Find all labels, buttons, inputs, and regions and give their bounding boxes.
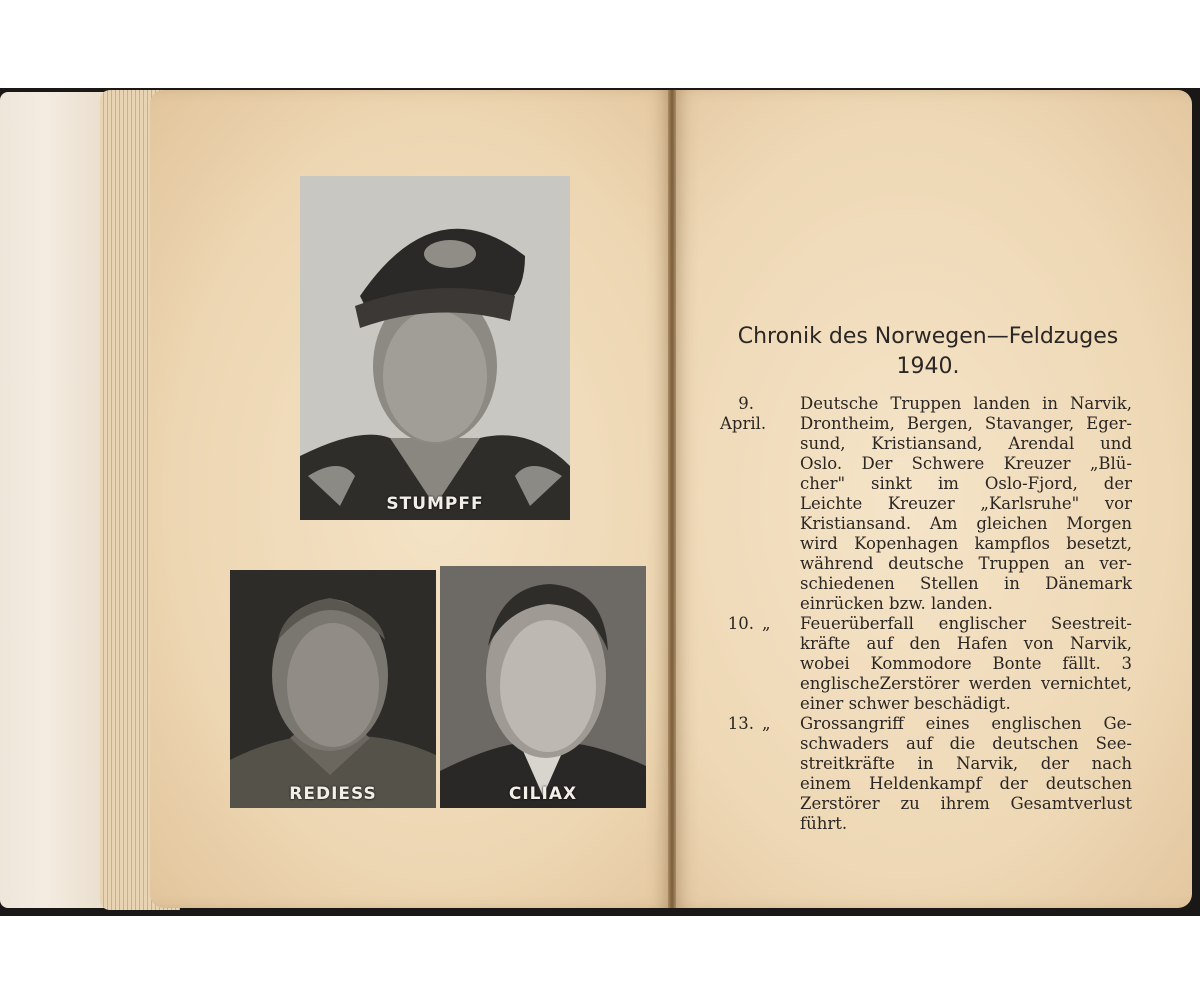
chronicle-title-year: 1940. [896,354,960,379]
entry-day: 9. [738,394,754,413]
chronicle-entries [712,394,1132,834]
portrait-rediess-image [230,570,436,808]
entry-line: wird Kopenhagen kampflos besetzt, [800,534,1132,553]
entry-date [712,614,800,714]
entry-line: kräfte auf den Hafen von Narvik, [800,634,1132,653]
portrait-ciliax-image [440,566,646,808]
entry-line: einem Heldenkampf der deutschen [800,774,1132,793]
entry-line: Drontheim, Bergen, Stavanger, Eger- [800,414,1132,433]
entry-line: einrücken bzw. landen. [800,594,993,613]
portrait-rediess [230,570,436,808]
entry-line: während deutsche Truppen an ver- [800,554,1132,573]
chronicle-title [700,322,1156,382]
book-cover-edge [0,92,112,908]
portrait-stumpff [300,176,570,520]
entry-day: 10. [727,614,754,633]
entry-line: englischeZerstörer werden vernichtet, [800,674,1132,693]
entry-text [800,614,1132,714]
entry-10-april [712,614,1132,714]
entry-line: wobei Kommodore Bonte fällt. 3 [800,654,1132,673]
entry-line: streitkräfte in Narvik, der nach [800,754,1132,773]
portrait-ciliax [440,566,646,808]
entry-line: schwaders auf die deutschen See- [800,734,1132,753]
entry-line: Leichte Kreuzer „Karlsruhe" vor [800,494,1132,513]
chronicle-title-line1: Chronik des Norwegen—Feldzuges [737,324,1119,349]
entry-line: Deutsche Truppen landen in Narvik, [800,394,1132,413]
portrait-stumpff-image [300,176,570,520]
caption-rediess: REDIESS [289,784,377,804]
entry-line: Feuerüberfall englischer Seestreit- [800,614,1132,633]
entry-day: 13. [727,714,754,733]
entry-text [800,394,1132,614]
entry-line: Kristiansand. Am gleichen Morgen [800,514,1132,533]
entry-9-april [712,394,1132,614]
entry-text [800,714,1132,834]
book-gutter [668,90,676,908]
caption-ciliax: CILIAX [508,784,578,804]
entry-line: führt. [800,814,848,833]
entry-line: Zerstörer zu ihrem Gesamtverlust [800,794,1132,813]
entry-month: „ [762,714,771,733]
entry-line: einer schwer beschädigt. [800,694,1011,713]
entry-line: schiedenen Stellen in Dänemark [800,574,1132,593]
entry-date [712,714,800,834]
entry-line: Grossangriff eines englischen Ge- [800,714,1132,733]
entry-line: Oslo. Der Schwere Kreuzer „Blü- [800,454,1132,473]
entry-line: cher" sinkt im Oslo-Fjord, der [800,474,1132,493]
entry-13-april [712,714,1132,834]
caption-stumpff: STUMPFF [386,494,484,514]
entry-line: sund, Kristiansand, Arendal und [800,434,1132,453]
entry-date [712,394,800,614]
entry-month: April. [720,414,767,433]
entry-month: „ [762,614,771,633]
